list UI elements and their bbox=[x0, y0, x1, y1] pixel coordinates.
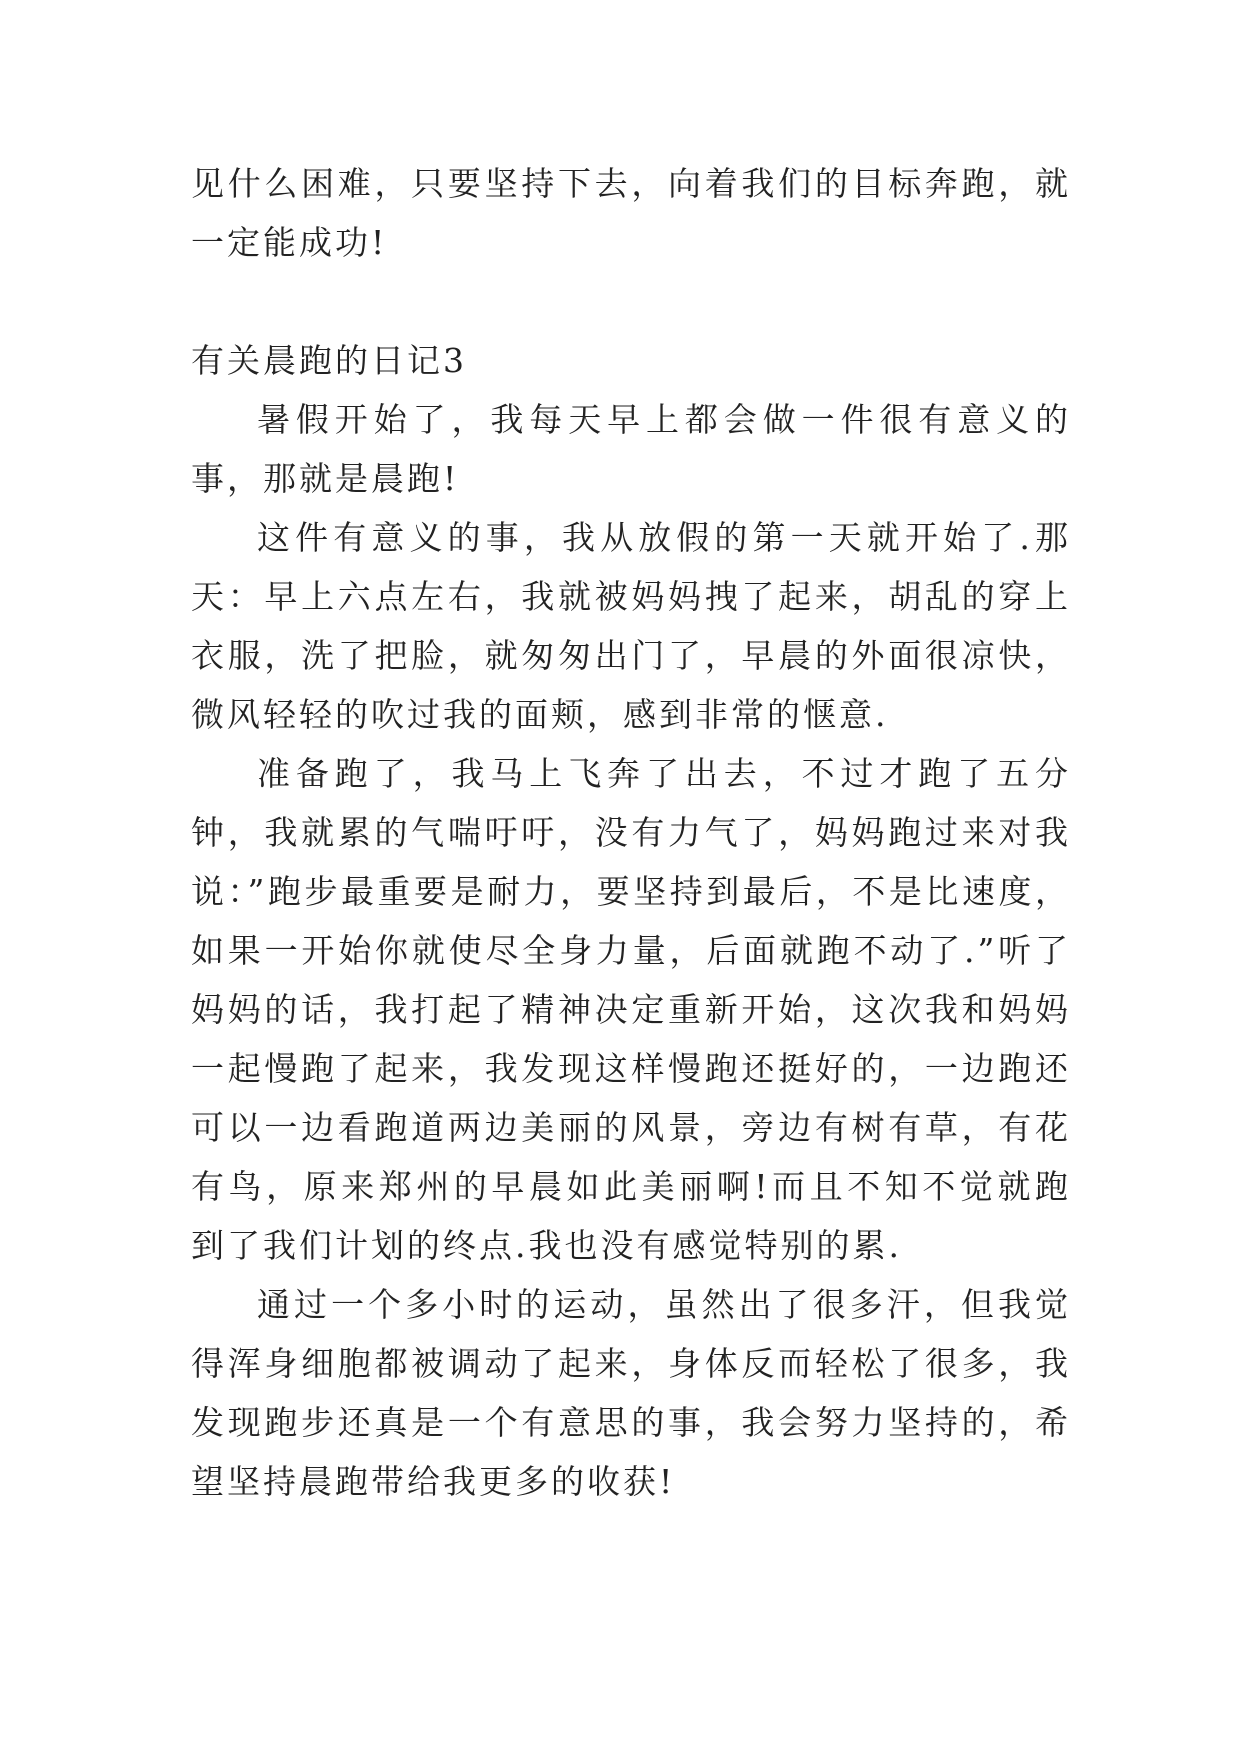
paragraph-4: 通过一个多小时的运动，虽然出了很多汗，但我觉得浑身细胞都被调动了起来，身体反而轻松了很多，我发现跑步还真是一个有意思的事，我会努力坚持的，希望坚持晨跑带给我更多的收获! bbox=[191, 1285, 1071, 1501]
section-title: 有关晨跑的日记3 bbox=[191, 341, 467, 380]
paragraph-2: 这件有意义的事，我从放假的第一天就开始了.那天：早上六点左右，我就被妈妈拽了起来，胡乱的穿上衣服，洗了把脸，就匆匆出门了，早晨的外面很凉快，微风轻轻的吹过我的面颊，感到非常的惬意. bbox=[191, 518, 1071, 734]
paragraph-3: 准备跑了，我马上飞奔了出去，不过才跑了五分钟，我就累的气喘吁吁，没有力气了，妈妈跑过来对我说：”跑步最重要是耐力，要坚持到最后，不是比速度，如果一开始你就使尽全身力量，后面就跑不动了.”听了妈妈的话，我打起了精神决定重新开始，这次我和妈妈一起慢跑了起来，我发现这样慢跑还挺好的，一边跑还可以一边看跑道两边美丽的风景，旁边有树有草，有花有鸟，原来郑州的早晨如此美丽啊!而且不知不觉就跑到了我们计划的终点.我也没有感觉特别的累. bbox=[191, 754, 1071, 1265]
paragraph-1: 暑假开始了，我每天早上都会做一件很有意义的事，那就是晨跑! bbox=[191, 400, 1071, 498]
document-body bbox=[191, 154, 1071, 1511]
continuation-paragraph: 见什么困难，只要坚持下去，向着我们的目标奔跑，就一定能成功! bbox=[191, 164, 1071, 262]
